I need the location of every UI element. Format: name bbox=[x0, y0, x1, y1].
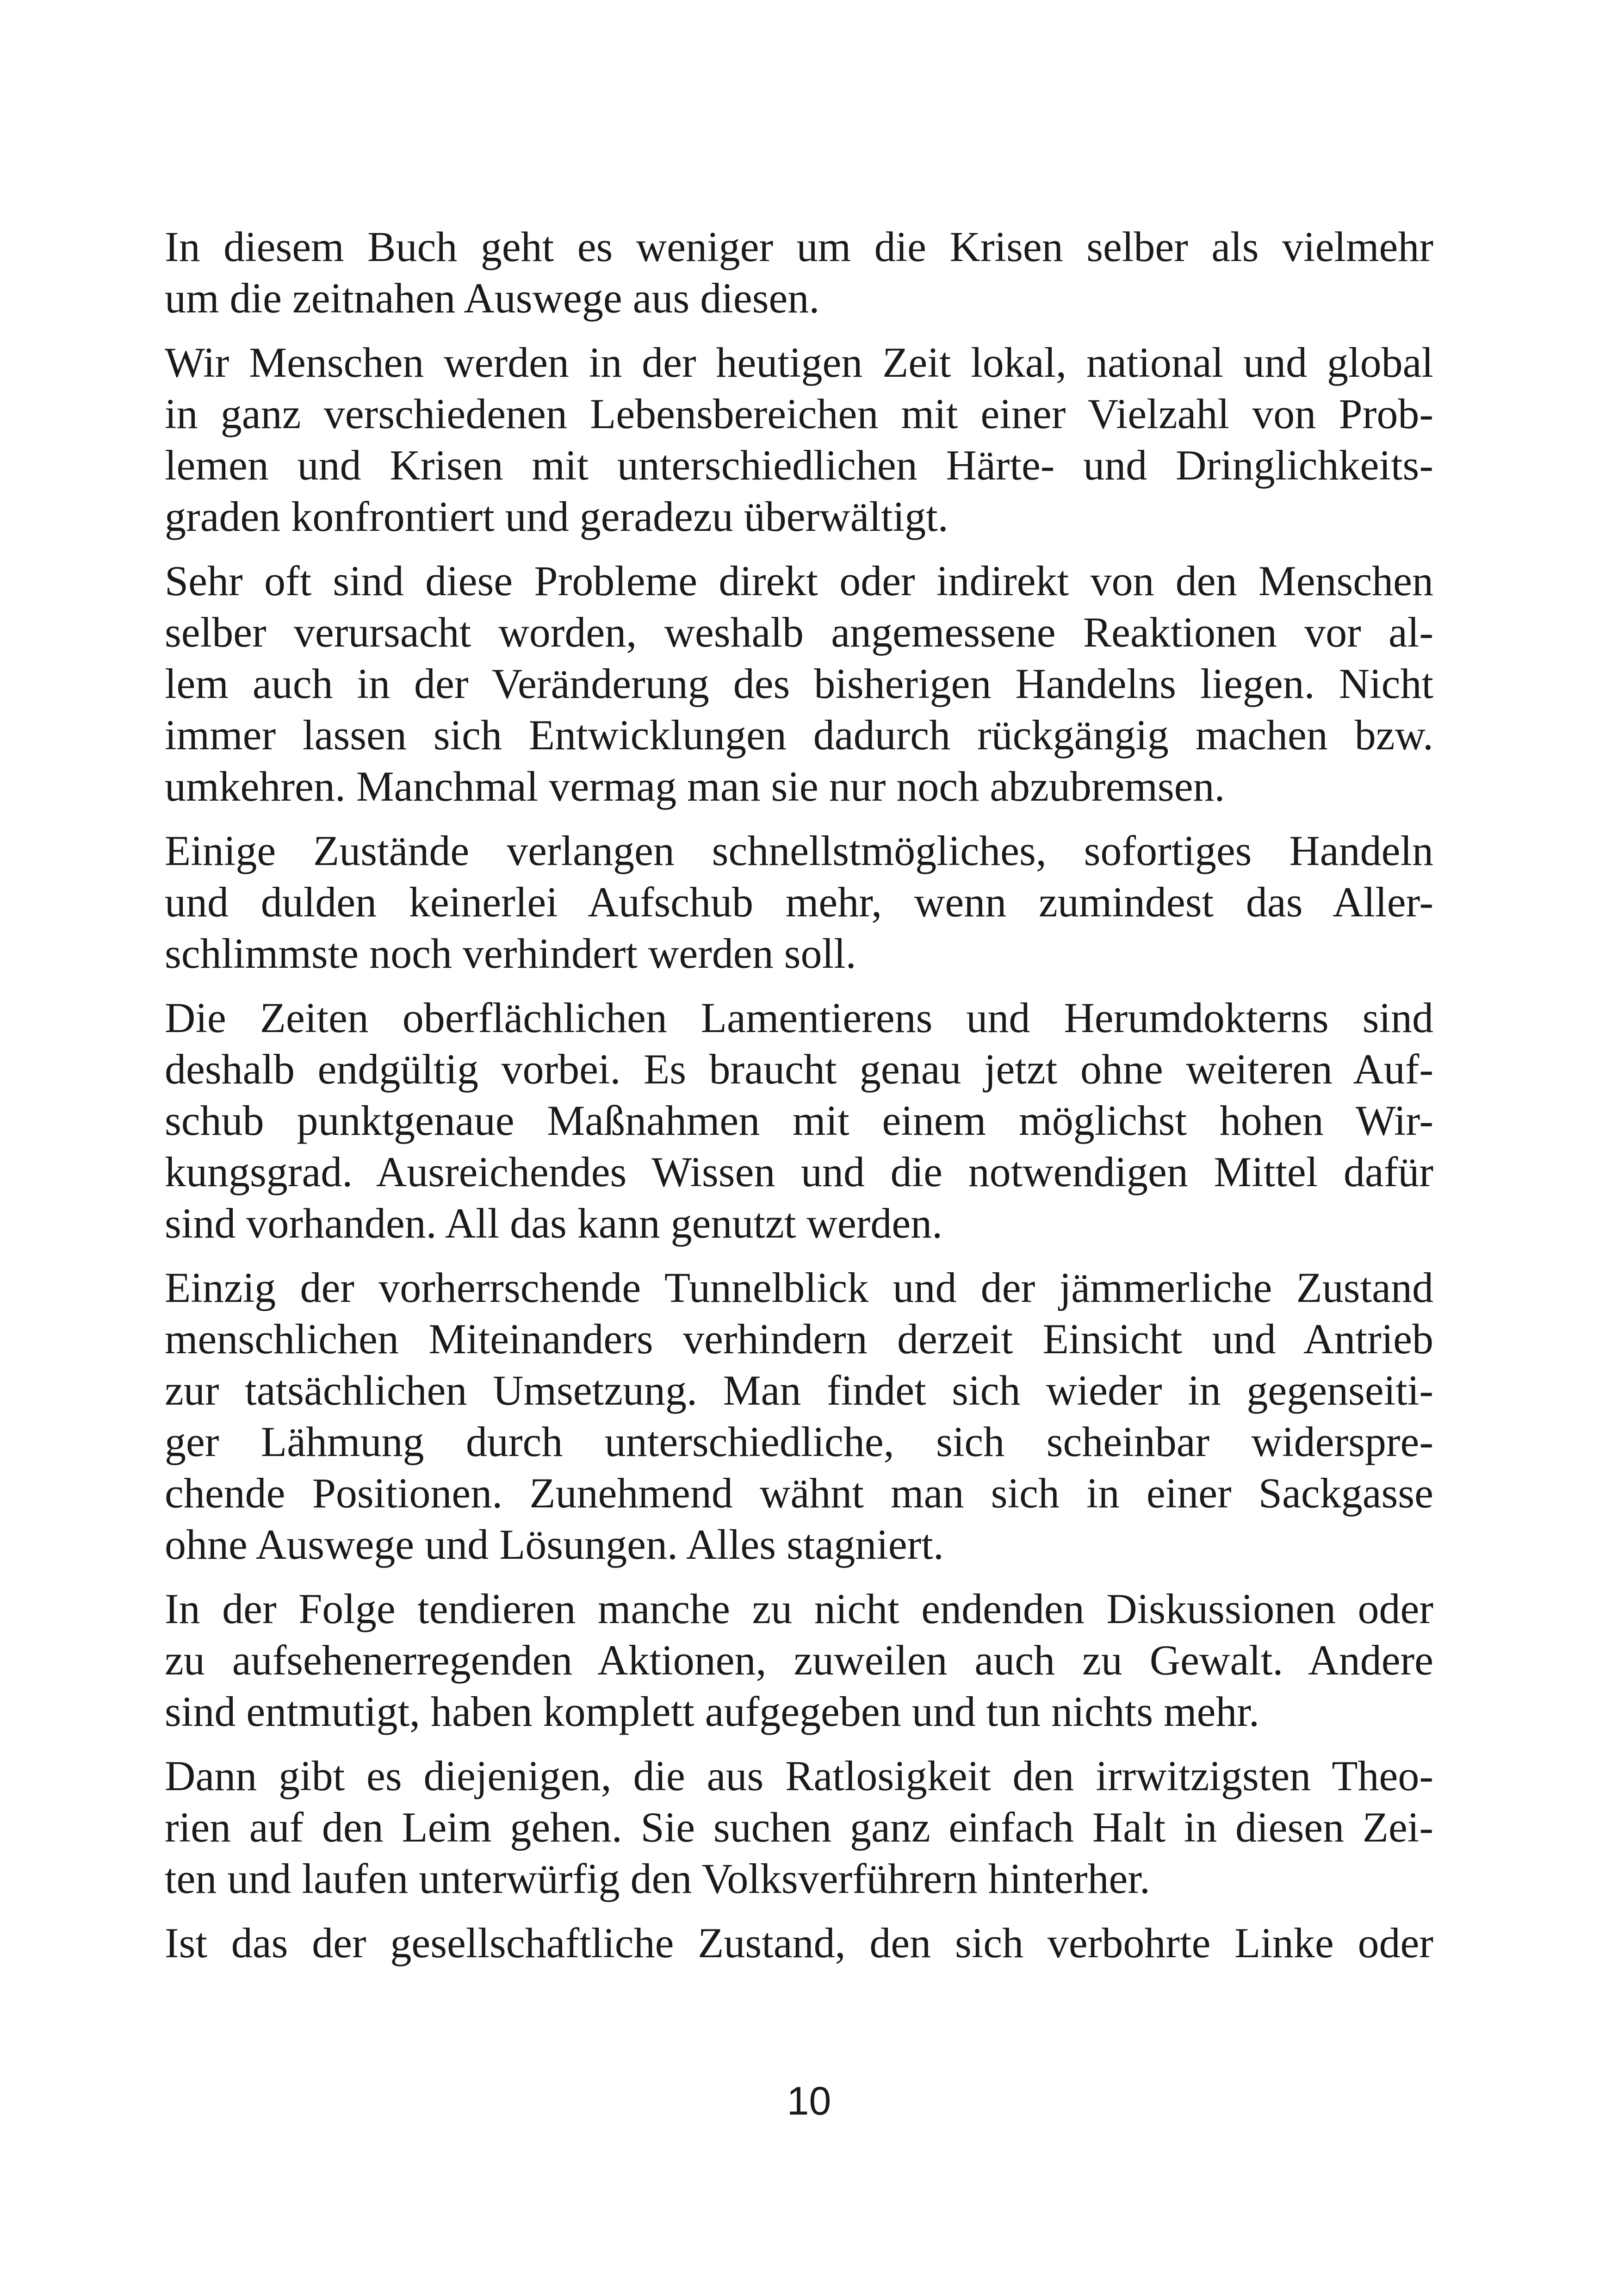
text-line: Ist das der gesellschaftliche Zustand, den sich verbohrte Linke oder bbox=[165, 1919, 1433, 1966]
text-line: Die Zeiten oberflächlichen Lamentierens und Herumdokterns sind bbox=[165, 994, 1433, 1041]
paragraph bbox=[165, 1750, 1433, 1904]
text-line: sind entmutigt, haben komplett aufgegeben und tun nichts mehr. bbox=[165, 1688, 1259, 1735]
text-line: in ganz verschiedenen Lebensbereichen mit einer Vielzahl von Prob- bbox=[165, 390, 1433, 437]
text-line: Einige Zustände verlangen schnellstmögliches, sofortiges Handeln bbox=[165, 827, 1433, 874]
text-line: rien auf den Leim gehen. Sie suchen ganz einfach Halt in diesen Zei- bbox=[165, 1804, 1433, 1851]
text-line: sind vorhanden. All das kann genutzt werden. bbox=[165, 1200, 943, 1247]
page-number: 10 bbox=[787, 2079, 831, 2123]
text-line: menschlichen Miteinanders verhindern derzeit Einsicht und Antrieb bbox=[165, 1315, 1433, 1363]
text-line: In der Folge tendieren manche zu nicht endenden Diskussionen oder bbox=[165, 1585, 1433, 1632]
paragraph bbox=[165, 555, 1433, 812]
text-line: In diesem Buch geht es weniger um die Krisen selber als vielmehr bbox=[165, 223, 1433, 270]
text-line: Einzig der vorherrschende Tunnelblick und der jämmerliche Zustand bbox=[165, 1264, 1433, 1311]
text-line: Wir Menschen werden in der heutigen Zeit lokal, national und global bbox=[165, 339, 1433, 386]
text-line: ohne Auswege und Lösungen. Alles stagniert. bbox=[165, 1521, 944, 1568]
paragraph bbox=[165, 825, 1433, 979]
paragraph bbox=[165, 1583, 1433, 1737]
text-line: umkehren. Manchmal vermag man sie nur noch abzubremsen. bbox=[165, 763, 1225, 810]
text-line: um die zeitnahen Auswege aus diesen. bbox=[165, 274, 820, 322]
text-line: kungsgrad. Ausreichendes Wissen und die notwendigen Mittel dafür bbox=[165, 1148, 1433, 1195]
body-text bbox=[165, 221, 1433, 1982]
text-line: schlimmste noch verhindert werden soll. bbox=[165, 930, 856, 977]
text-line: Dann gibt es diejenigen, die aus Ratlosigkeit den irrwitzigsten Theo- bbox=[165, 1752, 1433, 1799]
text-line: deshalb endgültig vorbei. Es braucht genau jetzt ohne weiteren Auf- bbox=[165, 1045, 1433, 1093]
text-line: graden konfrontiert und geradezu überwältigt. bbox=[165, 493, 948, 540]
text-line: selber verursacht worden, weshalb angemessene Reaktionen vor al- bbox=[165, 609, 1433, 656]
paragraph bbox=[165, 992, 1433, 1249]
text-line: zur tatsächlichen Umsetzung. Man findet sich wieder in gegenseiti- bbox=[165, 1367, 1433, 1414]
text-line: zu aufsehenerregenden Aktionen, zuweilen auch zu Gewalt. Andere bbox=[165, 1636, 1433, 1684]
text-line: schub punktgenaue Maßnahmen mit einem möglichst hohen Wir- bbox=[165, 1097, 1433, 1144]
text-line: ten und laufen unterwürfig den Volksverführern hinterher. bbox=[165, 1855, 1150, 1902]
text-line: lem auch in der Veränderung des bisherigen Handelns liegen. Nicht bbox=[165, 660, 1433, 707]
text-line: chende Positionen. Zunehmend wähnt man sich in einer Sackgasse bbox=[165, 1469, 1433, 1517]
paragraph bbox=[165, 1917, 1433, 1969]
text-line: und dulden keinerlei Aufschub mehr, wenn zumindest das Aller- bbox=[165, 878, 1433, 926]
paragraph bbox=[165, 337, 1433, 542]
paragraph bbox=[165, 1262, 1433, 1570]
text-line: lemen und Krisen mit unterschiedlichen Härte- und Dringlichkeits- bbox=[165, 442, 1433, 489]
text-line: immer lassen sich Entwicklungen dadurch rückgängig machen bzw. bbox=[165, 711, 1433, 759]
text-line: ger Lähmung durch unterschiedliche, sich scheinbar widerspre- bbox=[165, 1418, 1433, 1465]
paragraph bbox=[165, 221, 1433, 324]
text-line: Sehr oft sind diese Probleme direkt oder indirekt von den Menschen bbox=[165, 557, 1433, 604]
